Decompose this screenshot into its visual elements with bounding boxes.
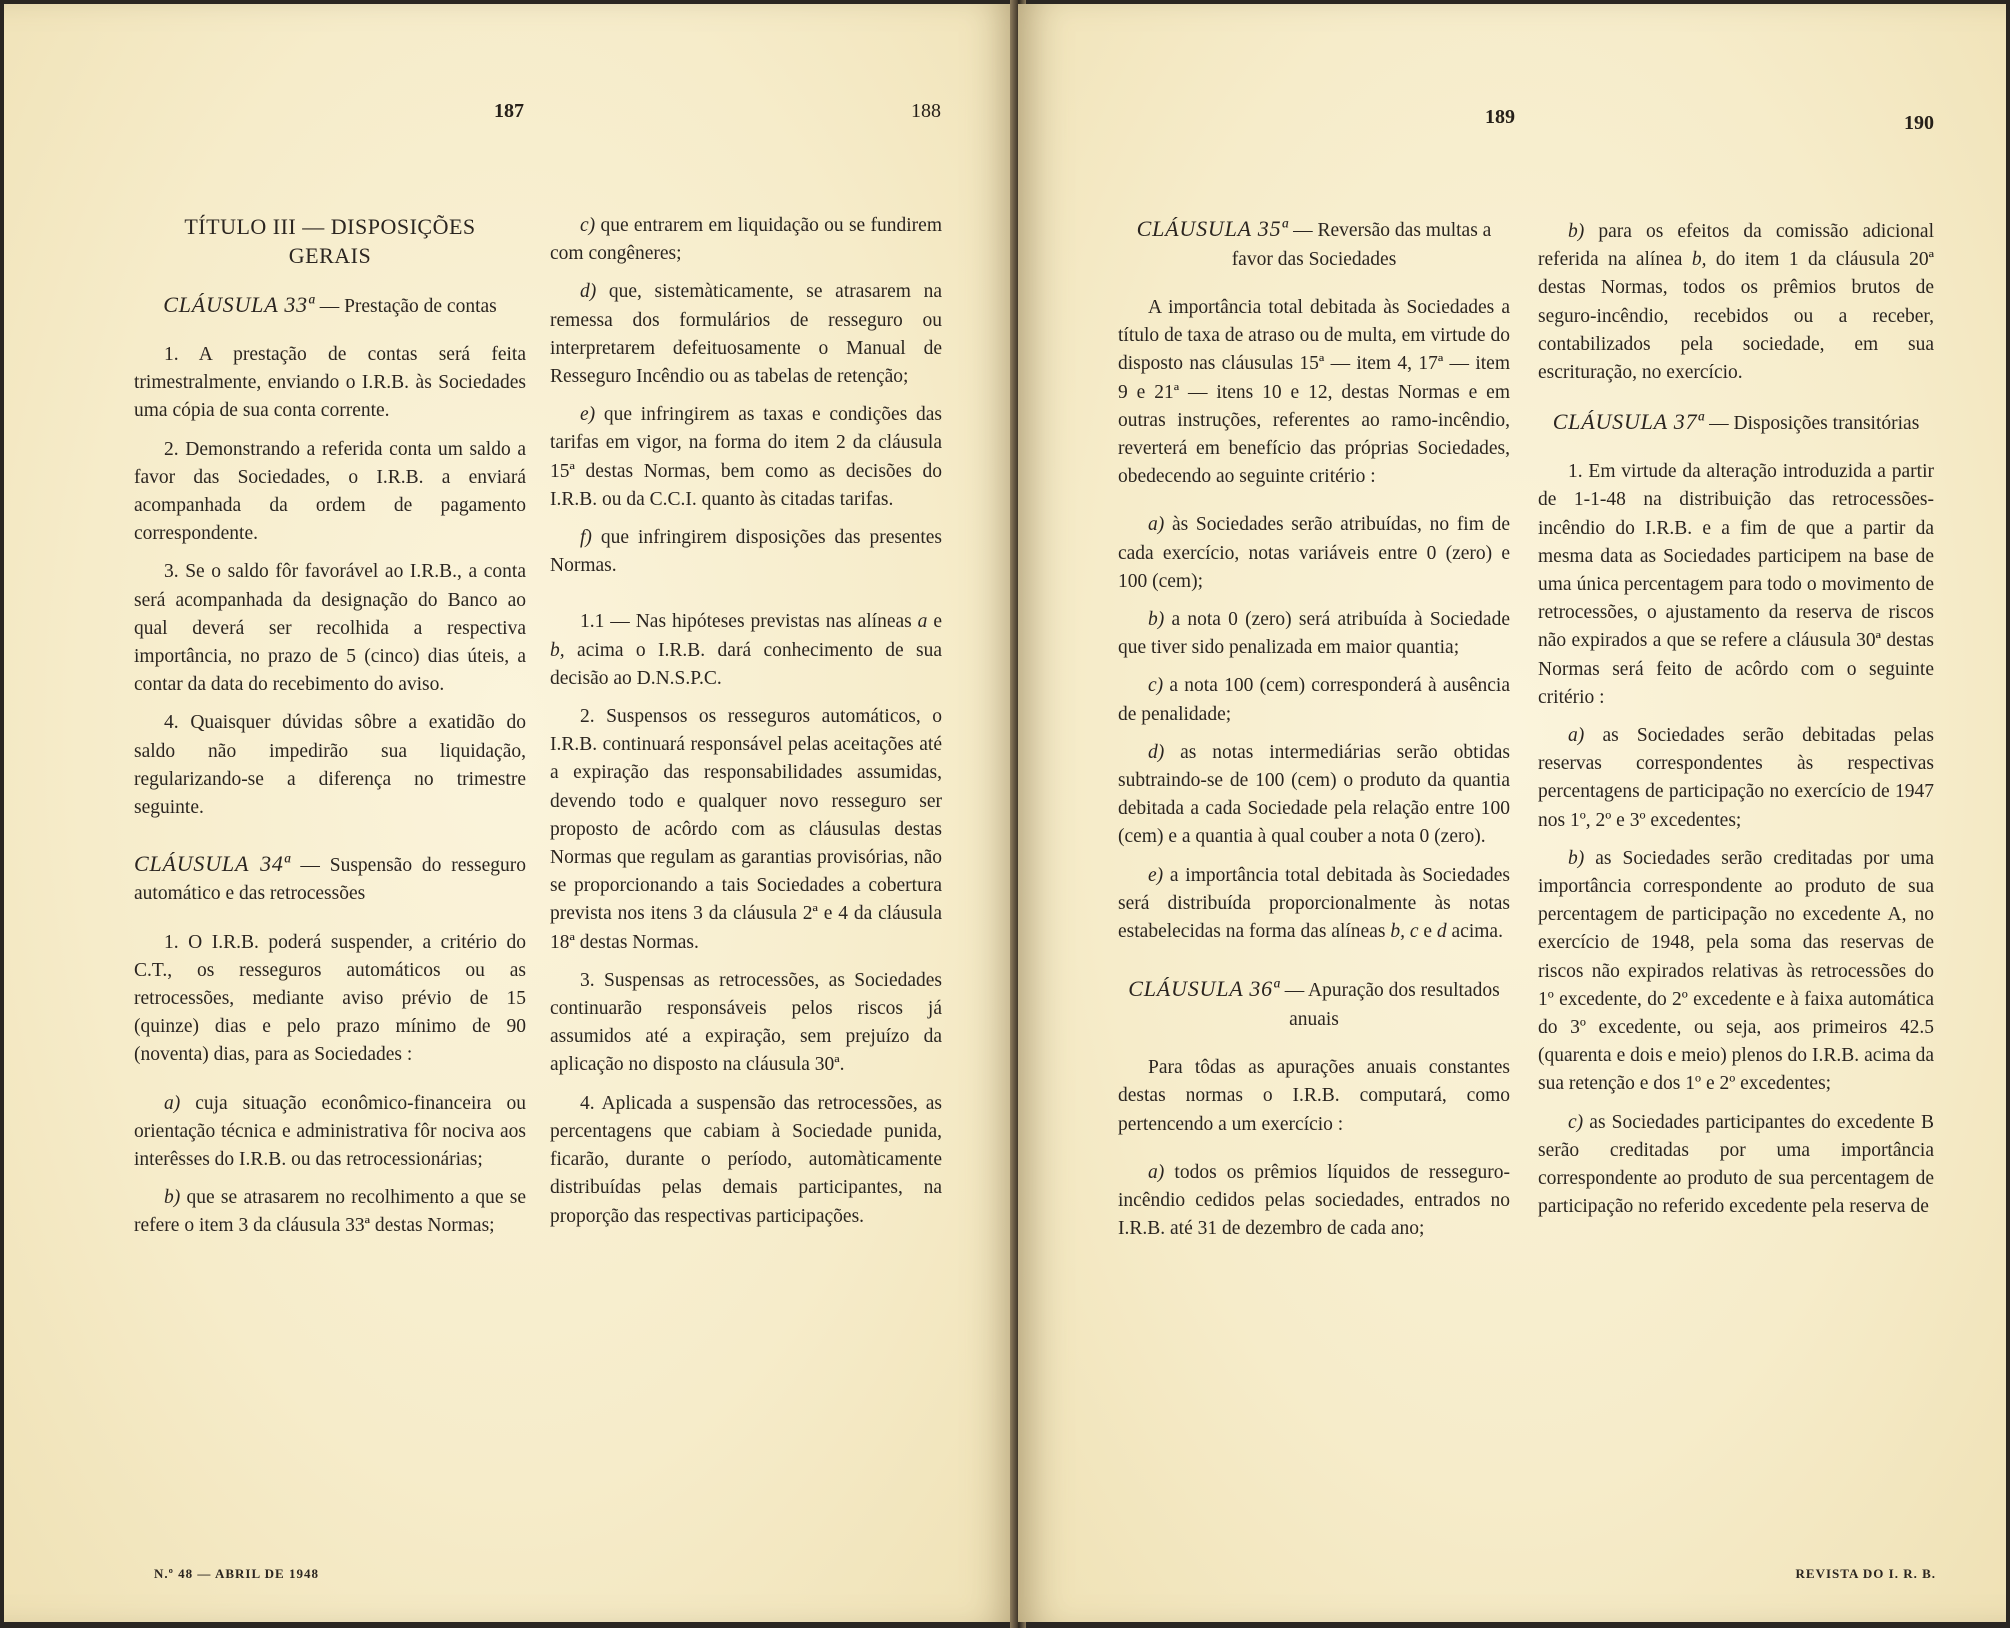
- list-item: [1538, 722, 1934, 835]
- ref-c: c: [1409, 921, 1419, 943]
- column-1: [134, 212, 526, 1251]
- item-label: a): [1148, 1161, 1165, 1183]
- item-label: a): [1148, 514, 1165, 536]
- clausula-36-title: — Apuração dos resultados anuais: [1284, 980, 1500, 1031]
- list-item: [1118, 739, 1510, 852]
- paragraph: Para tôdas as apurações anuais constantes destas normas o I.R.B. computará, como pertencendo a um exercício :: [1118, 1057, 1510, 1135]
- clausula-34-heading: [134, 850, 526, 908]
- clausula-36-label: CLÁUSULA 36ª: [1128, 976, 1280, 1002]
- item-label: a): [164, 1092, 181, 1114]
- paragraph: [550, 608, 942, 693]
- clausula-36-heading: [1118, 974, 1510, 1034]
- ref-d: d: [1436, 921, 1447, 943]
- item-text: as Sociedades serão debitadas pelas reservas correspondentes às respectivas percentagens de participação no exercício de 1947 nos 1º, 2º e 3º excedentes;: [1538, 725, 1934, 831]
- item-text: as Sociedades participantes do excedente B serão creditadas por uma importância correspondente ao produto de sua percentagem de participação no referido excedente pela reserva de: [1538, 1111, 1934, 1218]
- item-text: que, sistemàticamente, se atrasarem na remessa dos formulários de resseguro ou interpretarem defeituosamente o Manual de Resseguro Incêndio ou as tabelas de retenção;: [550, 281, 942, 388]
- item-text: que infringirem disposições das presentes Normas.: [550, 527, 943, 577]
- list-item: [550, 278, 942, 391]
- text: acima o I.R.B. dará conhecimento de sua decisão ao D.N.S.P.C.: [550, 639, 942, 689]
- clausula-35-title: — Reversão das multas a favor das Sociedades: [1231, 220, 1492, 270]
- section-title: TÍTULO III — DISPOSIÇÕES GERAIS: [184, 214, 476, 268]
- item-label: b): [1568, 847, 1585, 869]
- column-2: [550, 212, 942, 1241]
- clausula-37-label: CLÁUSULA 37ª: [1552, 409, 1705, 435]
- item-label: b): [1568, 221, 1585, 242]
- ref-b: b,: [1691, 249, 1707, 271]
- item-label: a): [1568, 725, 1585, 747]
- text: acima.: [1451, 921, 1503, 943]
- list-item: [550, 212, 942, 268]
- clausula-37-title: — Disposições transitórias: [1709, 413, 1920, 435]
- ref-a: a: [917, 611, 928, 633]
- paragraph: 3. Se o saldo fôr favorável ao I.R.B., a conta será acompanhada da designação do Banco ao qual deverá ser recolhida a respectiva importância, no prazo de 5 (cinco) dias úteis, a contar da data do recebimento do aviso.: [134, 561, 526, 696]
- column-4: [1538, 218, 1934, 1232]
- item-text: as Sociedades serão creditadas por uma importância correspondente ao produto de sua percentagem de participação no excedente A, no exercício de 1948, pela soma das reservas de riscos não expirados relativas às retrocessões do 1º excedente, do 2º excedente e à faixa automática do 3º excedente, ou seja, aos primeiros 42.5 (quarenta e dois e meio) plenos do I.R.B. acima da sua retenção e dos 1º e 2º excedentes;: [1538, 847, 1935, 1095]
- item-label: c): [1148, 675, 1164, 697]
- item-label: b): [1148, 609, 1165, 631]
- list-item: [134, 1090, 526, 1175]
- clausula-35-label: CLÁUSULA 35ª: [1136, 216, 1289, 241]
- list-item: [550, 524, 942, 580]
- list-item: [1538, 218, 1934, 387]
- item-text: às Sociedades serão atribuídas, no fim de cada exercício, notas variáveis entre 0 (zero) e 100 (cem);: [1118, 514, 1510, 592]
- list-item: [1538, 1109, 1934, 1222]
- column-3: [1118, 214, 1510, 1253]
- text: e: [1423, 921, 1433, 943]
- page-number-189: 189: [1485, 106, 1515, 128]
- list-item: [1118, 862, 1510, 947]
- item-label: c): [580, 215, 596, 236]
- paragraph: 2. Demonstrando a referida conta um saldo a favor das Sociedades, o I.R.B. a enviará acompanhada da ordem de pagamento correspondente.: [134, 438, 526, 545]
- list-item: [1118, 606, 1510, 662]
- page-number-190: 190: [1904, 112, 1934, 134]
- text: e: [933, 611, 942, 633]
- clausula-34-label: CLÁUSULA 34ª: [134, 851, 291, 877]
- page-number-188: 188: [911, 100, 941, 122]
- left-page: [4, 4, 1016, 1622]
- clausula-33-heading: [134, 290, 526, 321]
- clausula-34-title: — Suspensão do resseguro automático e das retrocessões: [134, 855, 527, 905]
- item-label: e): [580, 404, 596, 426]
- item-text: cuja situação econômico-financeira ou orientação técnica e administrativa fôr nociva aos interêsses do I.R.B. ou das retrocessionárias;: [134, 1092, 527, 1171]
- item-label: d): [1148, 741, 1165, 763]
- item-text: do item 1 da cláusula 20ª destas Normas, todos os prêmios brutos de seguro-incêndio, recebidos ou a receber, contabilizados pela sociedade, em sua escrituração, no exercício.: [1538, 249, 1935, 384]
- ref-b: b,: [550, 639, 565, 661]
- item-text: que infringirem as taxas e condições das tarifas em vigor, na forma do item 2 da cláusula 15ª destas Normas, bem como as decisões do I.R.B. ou da C.C.I. quanto às citadas tarifas.: [550, 404, 942, 510]
- list-item: [550, 401, 942, 514]
- list-item: [134, 1184, 526, 1240]
- item-text: que se atrasarem no recolhimento a que se refere o item 3 da cláusula 33ª destas Normas;: [134, 1187, 526, 1237]
- right-page: [1018, 4, 2006, 1622]
- paragraph: A importância total debitada às Sociedades a título de taxa de atraso ou de multa, em virtude do disposto nas cláusulas 15ª — item 4, 17ª — item 9 e 21ª — itens 10 e 12, destas Normas e em outras instruções, referentes ao ramo-incêndio, reverterá em benefício das próprias Sociedades, obedecendo ao seguinte critério :: [1118, 297, 1510, 488]
- item-label: c): [1568, 1111, 1584, 1133]
- item-label: b): [164, 1187, 181, 1209]
- item-text: a nota 0 (zero) será atribuída à Sociedade que tiver sido penalizada em maior quantia;: [1118, 609, 1510, 659]
- text: 1.1 — Nas hipóteses previstas nas alíneas: [580, 611, 912, 633]
- clausula-35-heading: [1118, 214, 1510, 274]
- paragraph: 1. O I.R.B. poderá suspender, a critério do C.T., os resseguros automáticos ou as retrocessões, mediante aviso prévio de 15 (quinze) dias e pelo prazo mínimo de 90 (noventa) dias, para as Sociedades :: [134, 931, 526, 1066]
- item-text: a nota 100 (cem) corresponderá à ausência de penalidade;: [1118, 675, 1511, 725]
- paragraph: 4. Aplicada a suspensão das retrocessões, as percentagens que cabiam à Sociedade punida, ficarão, durante o período, automàticamente distribuídas pelas demais participantes, na proporção das respectivas participações.: [550, 1092, 942, 1227]
- list-item: [1118, 1159, 1510, 1244]
- list-item: [1538, 845, 1934, 1099]
- item-label: f): [580, 527, 592, 549]
- item-label: d): [580, 281, 597, 303]
- clausula-33-label: CLÁUSULA 33ª: [163, 292, 315, 317]
- item-label: e): [1148, 864, 1164, 886]
- list-item: [1118, 511, 1510, 596]
- paragraph: 1. A prestação de contas será feita trimestralmente, enviando o I.R.B. às Sociedades uma cópia de sua conta corrente.: [134, 344, 526, 422]
- item-text: que entrarem em liquidação ou se fundirem com congêneres;: [550, 215, 942, 265]
- clausula-37-heading: [1538, 407, 1934, 438]
- paragraph: 4. Quaisquer dúvidas sôbre a exatidão do saldo não impedirão sua liquidação, regularizando-se a diferença no trimestre seguinte.: [134, 712, 526, 819]
- paragraph: 2. Suspensos os resseguros automáticos, o I.R.B. continuará responsável pelas aceitações até a expiração das responsabilidades assumidas, devendo todo e qualquer novo resseguro ser proposto de acôrdo com as cláusulas destas Normas que regulam as garantias provisórias, não se proporcionando a tais Sociedades a cobertura prevista nos itens 3 da cláusula 2ª e 4 da cláusula 18ª destas Normas.: [550, 706, 942, 953]
- footer-left: N.º 48 — ABRIL DE 1948: [154, 1566, 319, 1581]
- clausula-33-title: — Prestação de contas: [319, 296, 497, 317]
- item-text: a importância total debitada às Sociedades será distribuída proporcionalmente às notas estabelecidas na forma das alíneas: [1118, 864, 1510, 943]
- list-item: [1118, 672, 1510, 728]
- footer-right: REVISTA DO I. R. B.: [1795, 1566, 1936, 1581]
- item-text: para os efeitos da comissão adicional referida na alínea: [1538, 221, 1934, 271]
- page-number-187: 187: [494, 100, 524, 122]
- item-text: todos os prêmios líquidos de resseguro-incêndio cedidos pelas sociedades, entrados no I.R.B. até 31 de dezembro de cada ano;: [1118, 1161, 1511, 1240]
- item-text: as notas intermediárias serão obtidas subtraindo-se de 100 (cem) o produto da quantia debitada a cada Sociedade pela relação entre 100 (cem) e a quantia à qual couber a nota 0 (zero).: [1118, 741, 1510, 848]
- paragraph: 1. Em virtude da alteração introduzida a partir de 1-1-48 na distribuição das retrocessões-incêndio do I.R.B. e a fim de que a partir da mesma data as Sociedades participem na base de uma única percentagem para todo o movimento de retrocessões, o ajustamento da reserva de riscos não expirados a que se refere a cláusula 30ª destas Normas será feito de acôrdo com o seguinte critério :: [1538, 461, 1934, 708]
- ref-b: b,: [1390, 921, 1405, 943]
- paragraph: 3. Suspensas as retrocessões, as Sociedades continuarão responsáveis pelos riscos já assumidos até a expiração, sem prejuízo da aplicação no disposto na cláusula 30ª.: [550, 969, 942, 1076]
